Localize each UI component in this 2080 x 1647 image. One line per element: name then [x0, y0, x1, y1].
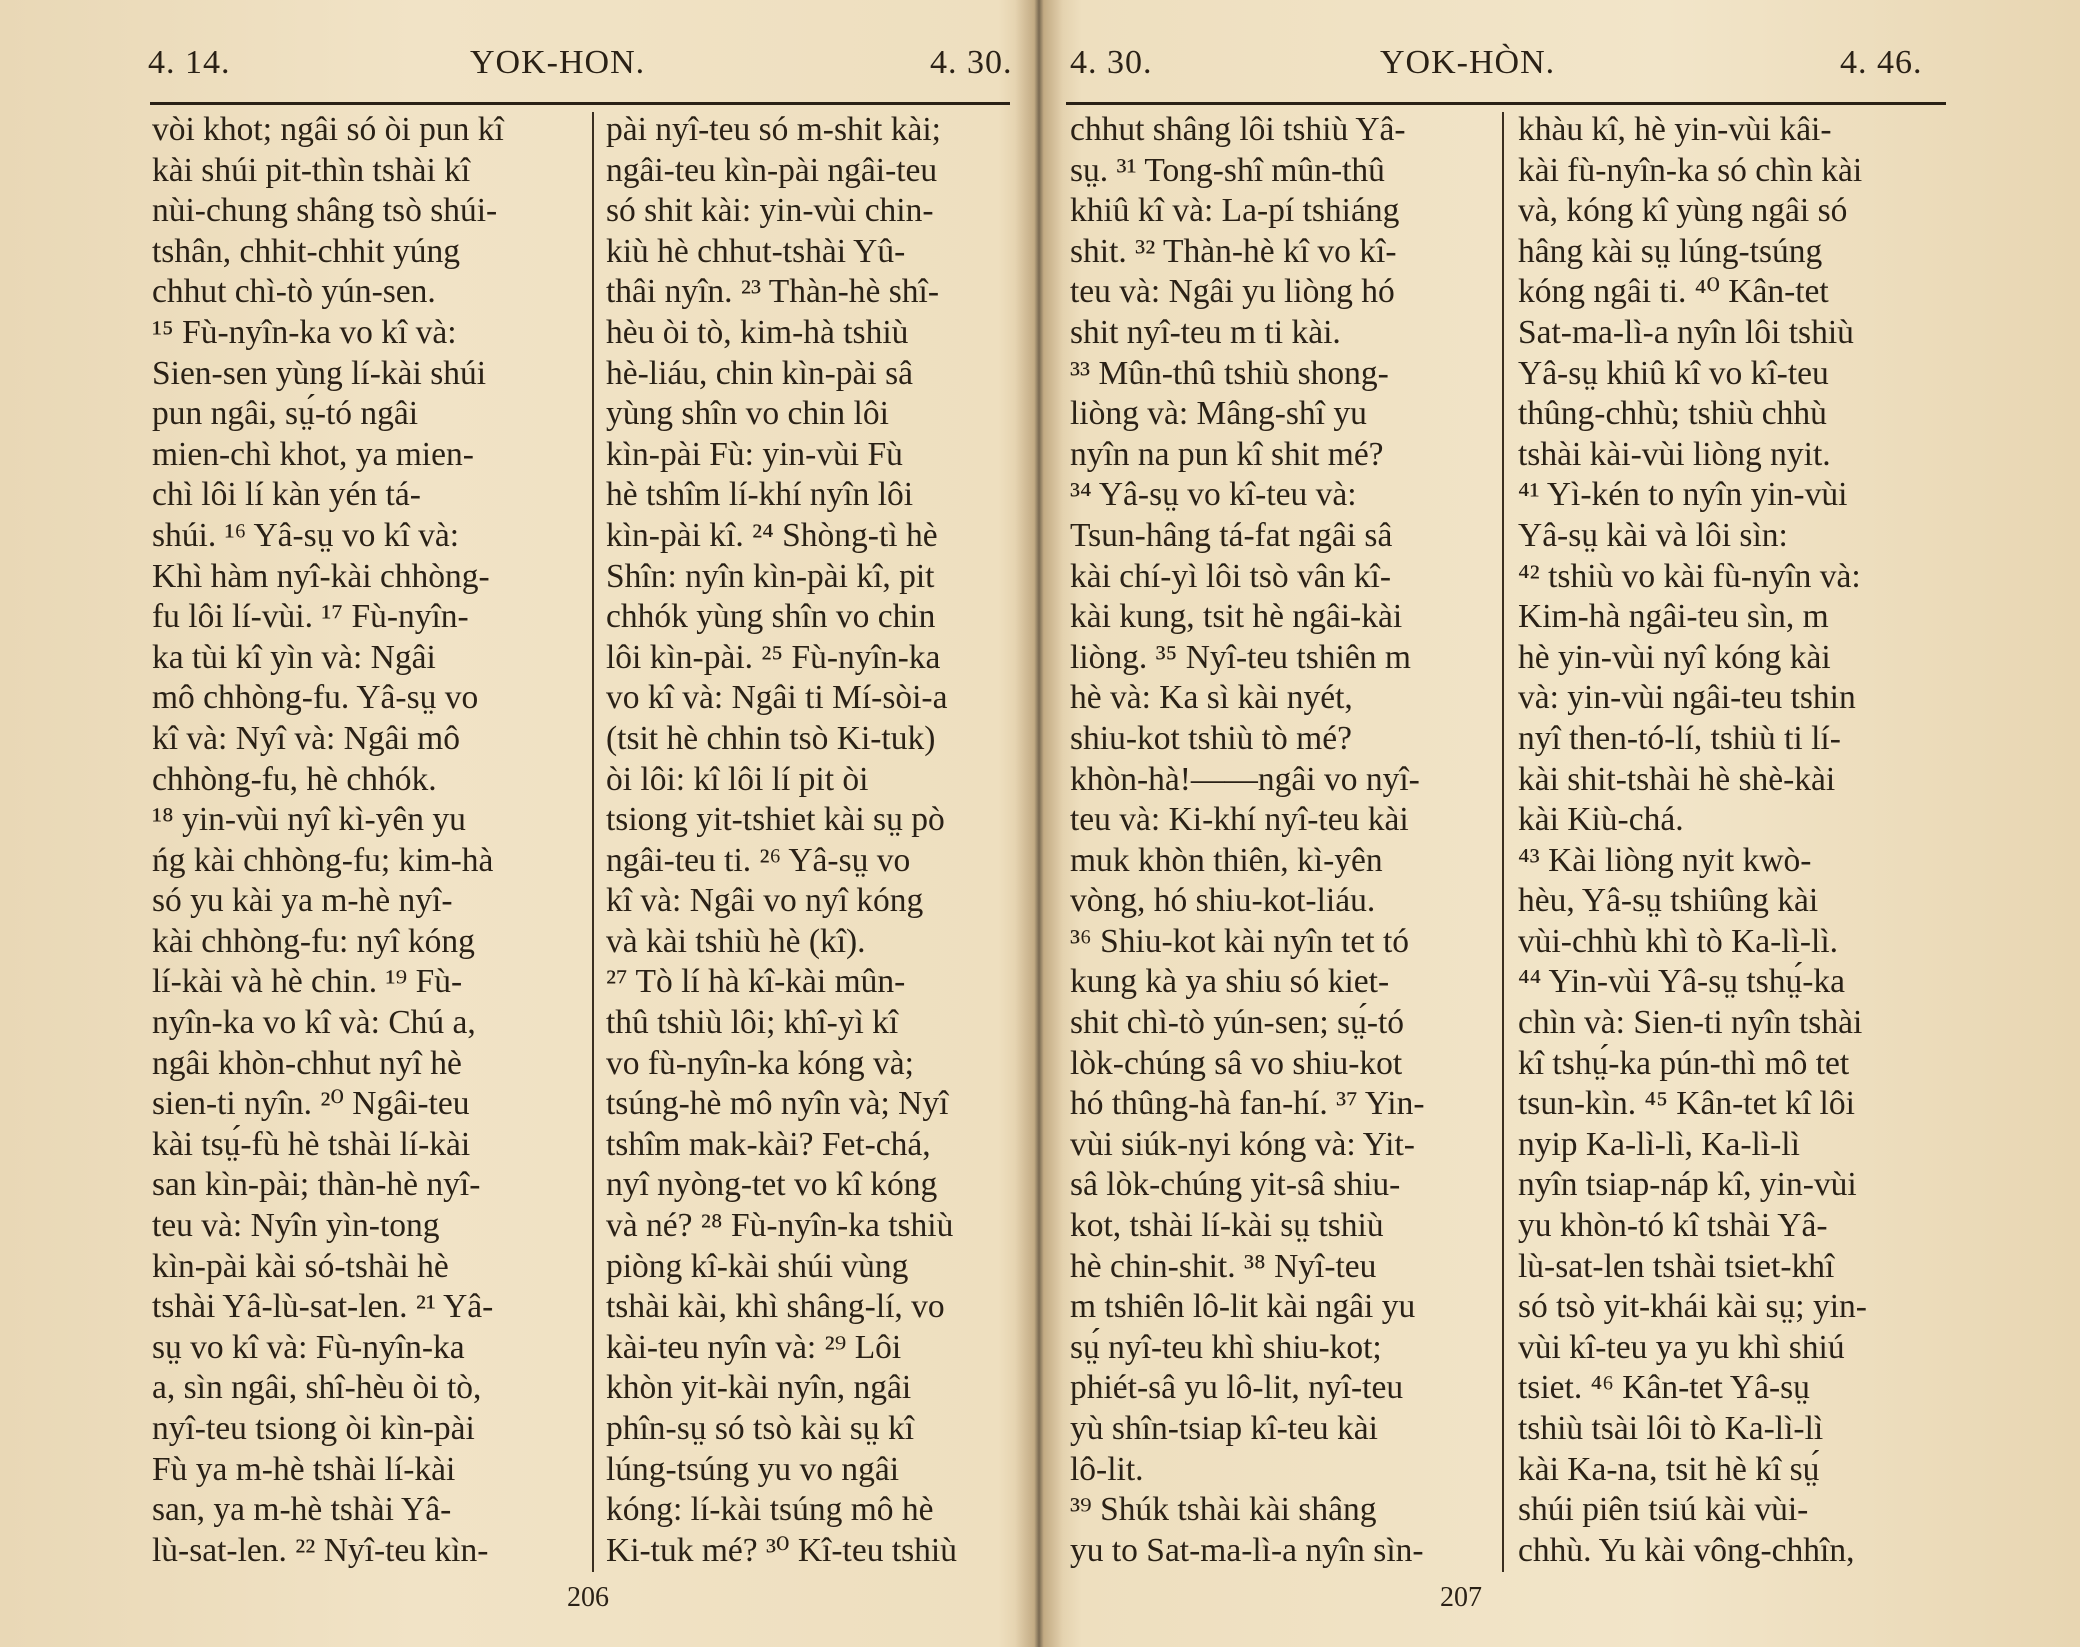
left-page-running-head-start: 4. 14. — [148, 44, 231, 81]
right-page — [1050, 0, 2080, 1647]
left-page-column-1-text: vòi khot; ngâi só òi pun kî kài shúi pit-thìn tshài kî nùi-chung shâng tsò shúi- tshân, chhit-chhit yúng chhut chì-tò yún-sen. ¹⁵ Fù-nyîn-ka vo kî và: Sien-sen yùng lí-kài shúi pun ngâi, sṳ́-tó ngâi mien-chì khot, ya mien- chì lôi lí kàn yén tá- shúi. ¹⁶ Yâ-sṳ vo kî và: Khì hàm nyî-kài chhòng- fu lôi lí-vùi. ¹⁷ Fù-nyîn- ka tùi kî yìn và: Ngâi mô chhòng-fu. Yâ-sṳ vo kî và: Nyî và: Ngâi mô chhòng-fu, hè chhók. ¹⁸ yin-vùi nyî kì-yên yu ńg kài chhòng-fu; kim-hà só yu kài ya m-hè nyî- kài chhòng-fu: nyî kóng lí-kài và hè chin. ¹⁹ Fù- nyîn-ka vo kî và: Chú a, ngâi khòn-chhut nyî hè sien-ti nyîn. ²⁰ Ngâi-teu kài tsṳ́-fù hè tshài lí-kài san kìn-pài; thàn-hè nyî- teu và: Nyîn yìn-tong kìn-pài kài só-tshài hè tshài Yâ-lù-sat-len. ²¹ Yâ- sṳ vo kî và: Fù-nyîn-ka a, sìn ngâi, shî-hèu òi tò, nyî-teu tsiong òi kìn-pài Fù ya m-hè tshài lí-kài san, ya m-hè tshài Yâ- lù-sat-len. ²² Nyî-teu kìn- — [152, 111, 504, 1569]
left-page-running-head-end: 4. 30. — [930, 44, 1013, 81]
left-page-column-1 — [152, 110, 572, 1580]
left-page-running-title: YOK-HON. — [470, 44, 646, 81]
right-page-column-1 — [1070, 110, 1488, 1580]
right-page-running-head-start: 4. 30. — [1070, 44, 1153, 81]
right-page-running-title: YOK-HÒN. — [1380, 44, 1556, 81]
right-page-number: 207 — [1440, 1582, 1482, 1613]
left-page-column-2-text: pài nyî-teu só m-shit kài; ngâi-teu kìn-pài ngâi-teu só shit kài: yin-vùi chin- kiù hè chhut-tshài Yû- thâi nyîn. ²³ Thàn-hè shî- hèu òi tò, kim-hà tshiù hè-liáu, chin kìn-pài sâ yùng shîn vo chin lôi kìn-pài Fù: yin-vùi Fù hè tshîm lí-khí nyîn lôi kìn-pài kî. ²⁴ Shòng-tì hè Shîn: nyîn kìn-pài kî, pit chhók yùng shîn vo chin lôi kìn-pài. ²⁵ Fù-nyîn-ka vo kî và: Ngâi ti Mí-sòi-a (tsit hè chhin tsò Ki-tuk) òi lôi: kî lôi lí pit òi tsiong yit-tshiet kài sṳ pò ngâi-teu ti. ²⁶ Yâ-sṳ vo kî và: Ngâi vo nyî kóng và kài tshiù hè (kî). ²⁷ Tò lí hà kî-kài mûn- thû tshiù lôi; khî-yì kî vo fù-nyîn-ka kóng và; tsúng-hè mô nyîn và; Nyî tshîm mak-kài? Fet-chá, nyî nyòng-tet vo kî kóng và né? ²⁸ Fù-nyîn-ka tshiù piòng kî-kài shúi vùng tshài kài, khì shâng-lí, vo kài-teu nyîn và: ²⁹ Lôi khòn yit-kài nyîn, ngâi phîn-sṳ só tsò kài sṳ kî lúng-tsúng yu vo ngâi kóng: lí-kài tsúng mô hè Ki-tuk mé? ³⁰ Kî-teu tshiù — [606, 111, 957, 1569]
right-page-running-head-end: 4. 46. — [1840, 44, 1923, 81]
right-page-column-2 — [1518, 110, 1948, 1580]
left-page-column-divider — [592, 112, 594, 1572]
right-page-column-2-text: khàu kî, hè yin-vùi kâi- kài fù-nyîn-ka só chìn kài và, kóng kî yùng ngâi só hâng kài sṳ lúng-tsúng kóng ngâi ti. ⁴⁰ Kân-tet Sat-ma-lì-a nyîn lôi tshiù Yâ-sṳ khiû kî vo kî-teu thûng-chhù; tshiù chhù tshài kài-vùi liòng nyit. ⁴¹ Yì-kén to nyîn yin-vùi Yâ-sṳ kài và lôi sìn: ⁴² tshiù vo kài fù-nyîn và: Kim-hà ngâi-teu sìn, m hè yin-vùi nyî kóng kài và: yin-vùi ngâi-teu tshin nyî then-tó-lí, tshiù ti lí- kài shit-tshài hè shè-kài kài Kiù-chá. ⁴³ Kài liòng nyit kwò- hèu, Yâ-sṳ tshiûng kài vùi-chhù khì tò Ka-lì-lì. ⁴⁴ Yin-vùi Yâ-sṳ tshṳ́-ka chìn và: Sien-ti nyîn tshài kî tshṳ́-ka pún-thì mô tet tsun-kìn. ⁴⁵ Kân-tet kî lôi nyip Ka-lì-lì, Ka-lì-lì nyîn tsiap-náp kî, yin-vùi yu khòn-tó kî tshài Yâ- lù-sat-len tshài tsiet-khî só tsò yit-khái kài sṳ; yin- vùi kî-teu ya yu khì shiú tsiet. ⁴⁶ Kân-tet Yâ-sṳ tshiù tsài lôi tò Ka-lì-lì kài Ka-na, tsit hè kî sṳ́ shúi piên tsiú kài vùi- chhù. Yu kài vông-chhîn, — [1518, 111, 1867, 1569]
left-page-column-2 — [606, 110, 1010, 1580]
right-page-column-divider — [1502, 112, 1504, 1572]
left-page-header-rule — [150, 102, 1010, 105]
left-page — [0, 0, 1030, 1647]
left-page-number: 206 — [567, 1582, 609, 1613]
right-page-column-1-text: chhut shâng lôi tshiù Yâ- sṳ. ³¹ Tong-shî mûn-thû khiû kî và: La-pí tshiáng shit. ³² Thàn-hè kî vo kî- teu và: Ngâi yu liòng hó shit nyî-teu m ti kài. ³³ Mûn-thû tshiù shong- liòng và: Mâng-shî yu nyîn na pun kî shit mé? ³⁴ Yâ-sṳ vo kî-teu và: Tsun-hâng tá-fat ngâi sâ kài chí-yì lôi tsò vân kî- kài kung, tsit hè ngâi-kài liòng. ³⁵ Nyî-teu tshiên m hè và: Ka sì kài nyét, shiu-kot tshiù tò mé? khòn-hà!——ngâi vo nyî- teu và: Ki-khí nyî-teu kài muk khòn thiên, kì-yên vòng, hó shiu-kot-liáu. ³⁶ Shiu-kot kài nyîn tet tó kung kà ya shiu só kiet- shit chì-tò yún-sen; sṳ́-tó lòk-chúng sâ vo shiu-kot hó thûng-hà fan-hí. ³⁷ Yin- vùi siúk-nyi kóng và: Yit- sâ lòk-chúng yit-sâ shiu- kot, tshài lí-kài sṳ tshiù hè chin-shit. ³⁸ Nyî-teu m tshiên lô-lit kài ngâi yu sṳ́ nyî-teu khì shiu-kot; phiét-sâ yu lô-lit, nyî-teu yù shîn-tsiap kî-teu kài lô-lit. ³⁹ Shúk tshài kài shâng yu to Sat-ma-lì-a nyîn sìn- — [1070, 111, 1425, 1569]
right-page-header-rule — [1066, 102, 1946, 105]
